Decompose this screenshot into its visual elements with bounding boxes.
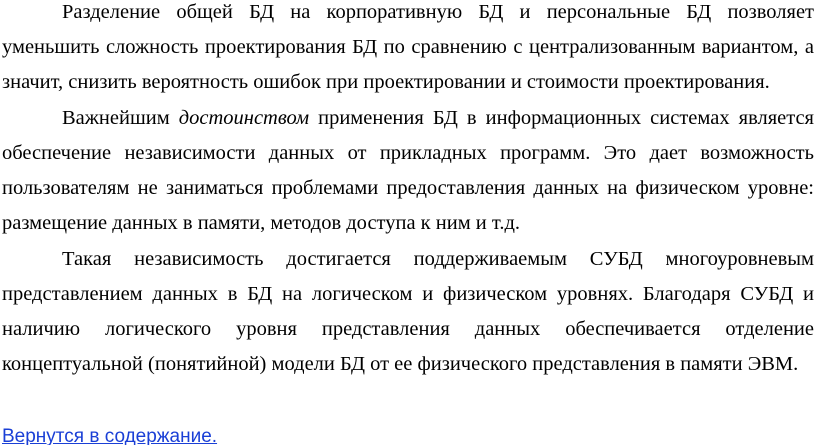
emphasized-term: достоинством <box>178 107 310 129</box>
paragraph-data-independence <box>2 101 814 241</box>
spacer <box>2 383 814 419</box>
paragraph-db-division: Разделение общей БД на корпоративную БД и персональные БД позволяет уменьшить сложность проектирования БД по сравнению с централизованным вариантом, а значит, снизить вероятность ошибок при проектировании и стоимости проектирования. <box>2 1 814 93</box>
back-to-contents-link[interactable]: Вернутся в содержание. <box>2 426 218 445</box>
paragraph-multilevel-representation: Такая независимость достигается поддерживаемым СУБД многоуровневым представлением данных в БД на логическом и физическом уровнях. Благодаря СУБД и наличию логического уровня представления данных обеспечивается отделение концептуальной (понятийной) модели БД от ее физического представления в памяти ЭВМ. <box>2 248 814 375</box>
paragraph-body-text: применения БД в информационных системах является обеспечение независимости данных от прикладных программ. Это дает возможность пользователям не заниматься проблемами предоставления данных на физическом уровне: размещение данных в памяти, методов доступа к ним и т.д. <box>2 107 814 234</box>
paragraph-lead-text: Важнейшим <box>62 107 179 129</box>
